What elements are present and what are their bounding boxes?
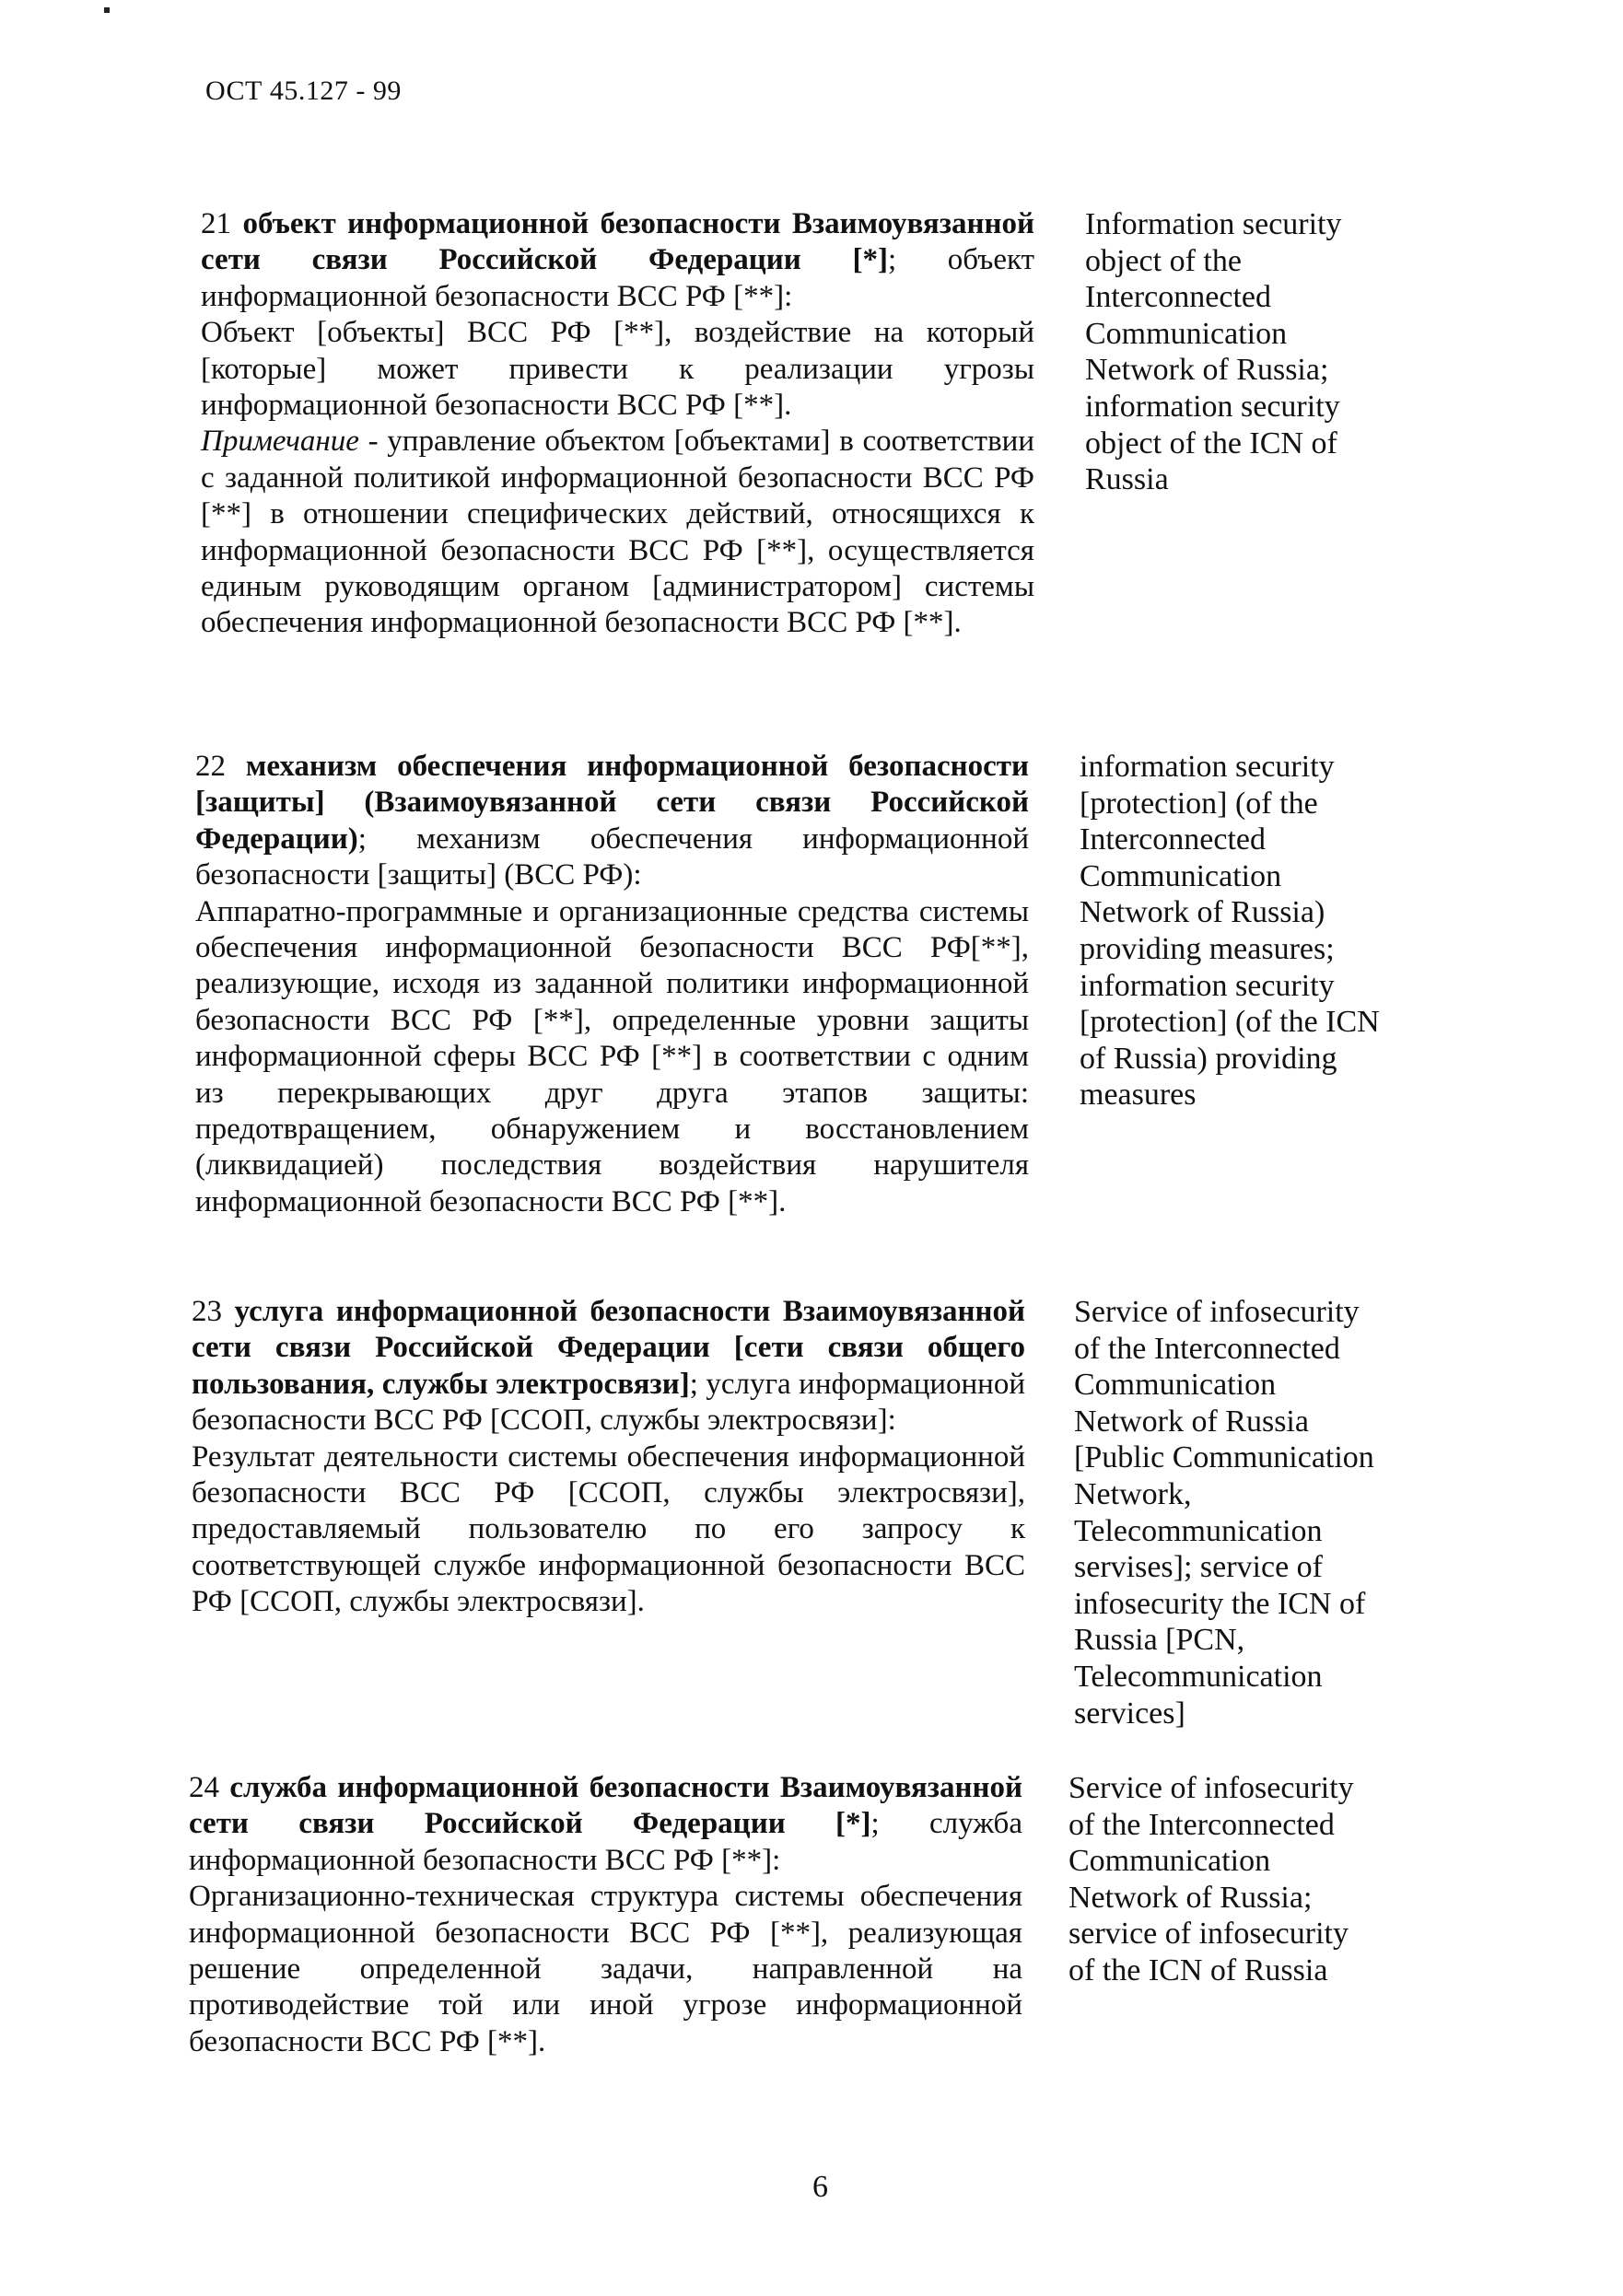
english-line: object of the [1085,243,1242,278]
english-line: Service of infosecurity [1074,1295,1360,1329]
english-line: information security [1080,750,1335,784]
term-synonym: ; услуга информационной безопасности ВСС РФ [ССОП, службы электросвязи]: [192,1367,1025,1438]
entry-number: 22 [195,750,226,783]
english-line: Information security [1085,207,1342,241]
term-paragraph [189,1770,1022,1879]
english-line: measures [1080,1078,1197,1113]
english-line: information security [1085,389,1340,424]
term-name: механизм обеспечения информационной безопасности [защиты] (Взаимоувязанной сети связи Российской Федерации) [195,750,1029,856]
english-line: services] [1074,1696,1185,1731]
entry-number: 24 [189,1771,219,1804]
note-text: - управление объектом [объектами] в соответствии с заданной политикой информационной безопасности ВСС РФ [**] в отношении специфических действий, относящихся к информационной безопасности ВСС РФ [**], осуществляется единым руководящим органом [администратором] системы обеспечения информационной безопасности ВСС РФ [**]. [201,425,1034,640]
note-paragraph [201,424,1034,641]
definition-text: Организационно-техническая структура системы обеспечения информационной безопасности ВСС РФ [**], реализующая решение определенной задачи, направленной на противодействие той или иной угрозе информационной безопасности ВСС РФ [**]. [189,1880,1022,2058]
term-marker: [*] [835,1807,871,1841]
english-line: [protection] (of the ICN [1080,1005,1380,1040]
english-line: object of the ICN of [1085,425,1337,460]
english-line: Network of Russia; [1068,1880,1313,1915]
russian-definition [189,1770,1022,2060]
term-synonym: ; объект информационной безопасности ВСС РФ [**]: [201,243,1034,313]
english-equivalent [1080,749,1448,1113]
english-line: of the ICN of Russia [1068,1952,1328,1987]
english-line: Telecommunication [1074,1659,1323,1694]
english-line: Communication [1085,316,1288,351]
definition-text: Результат деятельности системы обеспечения информационной безопасности ВСС РФ [ССОП, службы электросвязи], предоставляемый пользователю по его запросу к соответствующей службе информационной безопасности ВСС РФ [ССОП, службы электросвязи]. [192,1439,1025,1619]
russian-definition [195,749,1029,1220]
english-line: Communication [1080,858,1282,893]
term-synonym: ; служба информационной безопасности ВСС РФ [**]: [189,1807,1022,1877]
english-line: [Public Communication [1074,1440,1374,1475]
english-line: Network, [1074,1476,1192,1511]
english-line: Communication [1074,1368,1277,1403]
english-line: Communication [1068,1844,1271,1879]
english-line: Russia [1085,462,1169,497]
english-equivalent [1074,1294,1442,1731]
term-paragraph [192,1294,1025,1439]
definition-text: Аппаратно-программные и организационные средства системы обеспечения информационной безопасности ВСС РФ[**], реализующие, исходя из заданной политики информационной безопасности ВСС РФ [**], определенные уровни защиты информационной сферы ВСС РФ [**] в соответствии с одним из перекрывающих друг друга этапов защиты: предотвращением, обнаружением и восстановлением (ликвидацией) последствия воздействия нарушителя информационной безопасности ВСС РФ [**]. [195,894,1029,1218]
term-name: служба информационной безопасности Взаимоувязанной сети связи Российской Федерации [189,1771,1022,1841]
russian-definition [201,206,1034,642]
term-synonym: ; механизм обеспечения информационной безопасности [защиты] (ВСС РФ): [195,822,1029,892]
english-line: service of infosecurity [1068,1917,1349,1952]
note-label: Примечание [201,425,359,459]
english-line: of Russia) providing [1080,1041,1337,1076]
term-name: услуга информационной безопасности Взаимоувязанной сети связи Российской Федерации [сети связи общего пользования, службы электросвязи] [192,1295,1026,1401]
russian-definition [192,1294,1025,1621]
english-line: providing measures; [1080,931,1335,966]
english-equivalent [1068,1770,1437,1989]
english-line: servises]; service of [1074,1550,1324,1585]
english-line: of the Interconnected [1074,1331,1340,1366]
english-line: Network of Russia) [1080,895,1325,930]
english-line: [protection] (of the [1080,786,1318,821]
definition-text: Объект [объекты] ВСС РФ [**], воздействие на который [которые] может привести к реализации угрозы информационной безопасности ВСС РФ [**]. [201,316,1034,423]
term-paragraph [201,206,1034,315]
entry-number: 23 [192,1295,222,1328]
english-line: Telecommunication [1074,1513,1323,1548]
english-line: of the Interconnected [1068,1807,1335,1842]
term-paragraph [195,749,1029,894]
english-line: Russia [PCN, [1074,1623,1245,1658]
entry-number: 21 [201,207,231,240]
english-line: Network of Russia; [1085,353,1329,388]
term-name: объект информационной безопасности Взаимоувязанной сети связи Российской Федерации [201,207,1034,277]
english-line: Interconnected [1080,822,1266,857]
english-equivalent [1085,206,1454,498]
english-line: infosecurity the ICN of [1074,1586,1366,1621]
english-line: Service of infosecurity [1068,1771,1354,1805]
english-line: information security [1080,968,1335,1003]
english-line: Interconnected [1085,280,1271,315]
page-number: 6 [812,2170,828,2204]
term-marker: [*] [852,243,888,277]
english-line: Network of Russia [1074,1404,1309,1439]
scan-speck [104,7,110,13]
document-code-header: ОСТ 45.127 - 99 [205,76,402,106]
